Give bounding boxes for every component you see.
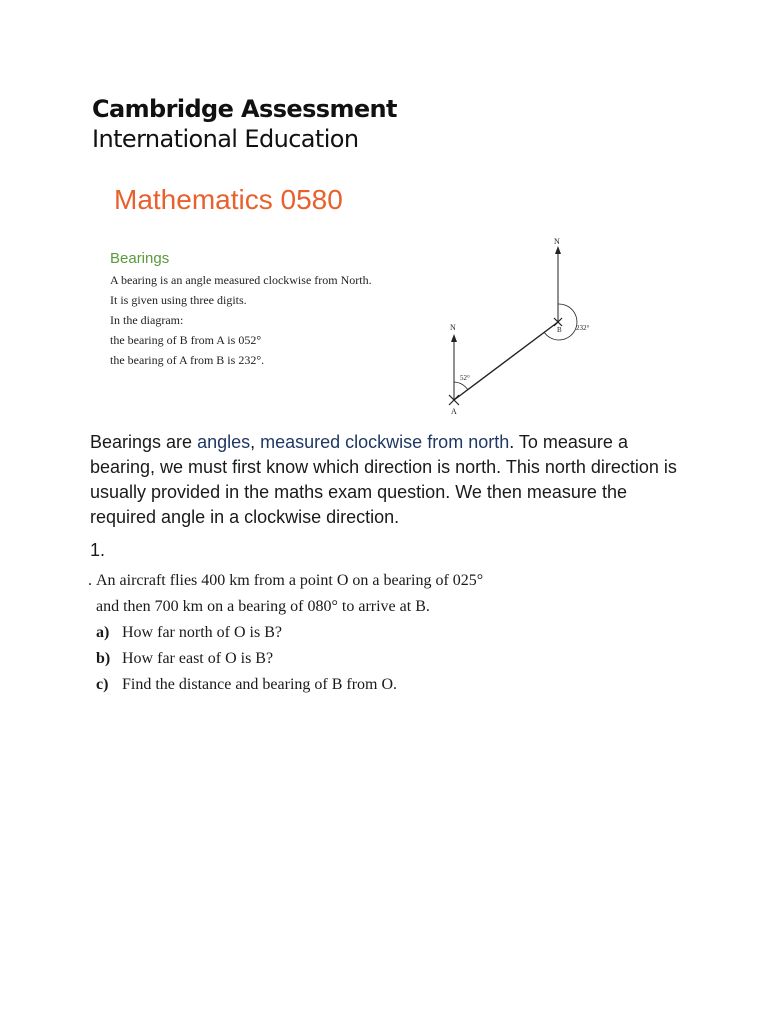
north-label-a: N [450,323,456,332]
point-b-label: B [557,326,562,334]
angle-label-a: 52° [460,374,470,382]
bearings-line: the bearing of B from A is 052° [110,333,262,347]
question-marker: . [88,572,92,589]
explanation-paragraph [90,430,690,530]
bearings-definition [110,248,372,370]
part-text: How far east of O is B? [122,650,274,667]
question-part-c [88,672,483,698]
bearings-diagram [440,232,610,422]
bearings-heading: Bearings [110,250,170,267]
question-intro-line-1: An aircraft flies 400 km from a point O on a bearing of 025° [96,572,484,589]
angle-arc-b [544,304,577,340]
question-part-a [88,620,483,646]
part-label: b) [96,650,111,667]
para-text-1: Bearings are [90,432,198,452]
part-text: How far north of O is B? [122,624,282,641]
north-label-b: N [554,237,560,246]
angle-arc-a [454,382,468,390]
question-intro [88,568,483,594]
question-intro-2 [88,594,483,620]
bearings-line: In the diagram: [110,313,184,327]
part-label: a) [96,624,110,641]
question-part-b [88,646,483,672]
angle-label-b: 232° [576,324,590,332]
clockwise-link[interactable]: measured clockwise from north [260,432,510,452]
part-text: Find the distance and bearing of B from O. [122,676,398,693]
logo-line-2: International Education [92,125,359,153]
bearings-line: It is given using three digits. [110,293,247,307]
bearings-line: the bearing of A from B is 232°. [110,353,265,367]
subject-title: Mathematics 0580 [114,184,343,215]
logo-line-1: Cambridge Assessment [92,95,397,123]
para-text-2: , [250,432,261,452]
question-block [88,568,483,698]
north-arrow-a [451,334,457,342]
para-text-3: . To measure a bearing, we must first know which direction is north. This north direction is usually provided in the maths exam question. We then measure the required angle in a clockwise direction. [90,432,677,527]
part-label: c) [96,676,109,693]
question-intro-line-2: and then 700 km on a bearing of 080° to arrive at B. [96,598,430,615]
line-a-to-b [454,322,558,400]
north-arrow-b [555,246,561,254]
bearings-line: A bearing is an angle measured clockwise from North. [110,273,372,287]
angles-link[interactable]: angles [197,432,251,452]
cambridge-logo [92,94,397,154]
question-number: 1. [90,540,106,560]
point-a-label: A [451,407,457,416]
